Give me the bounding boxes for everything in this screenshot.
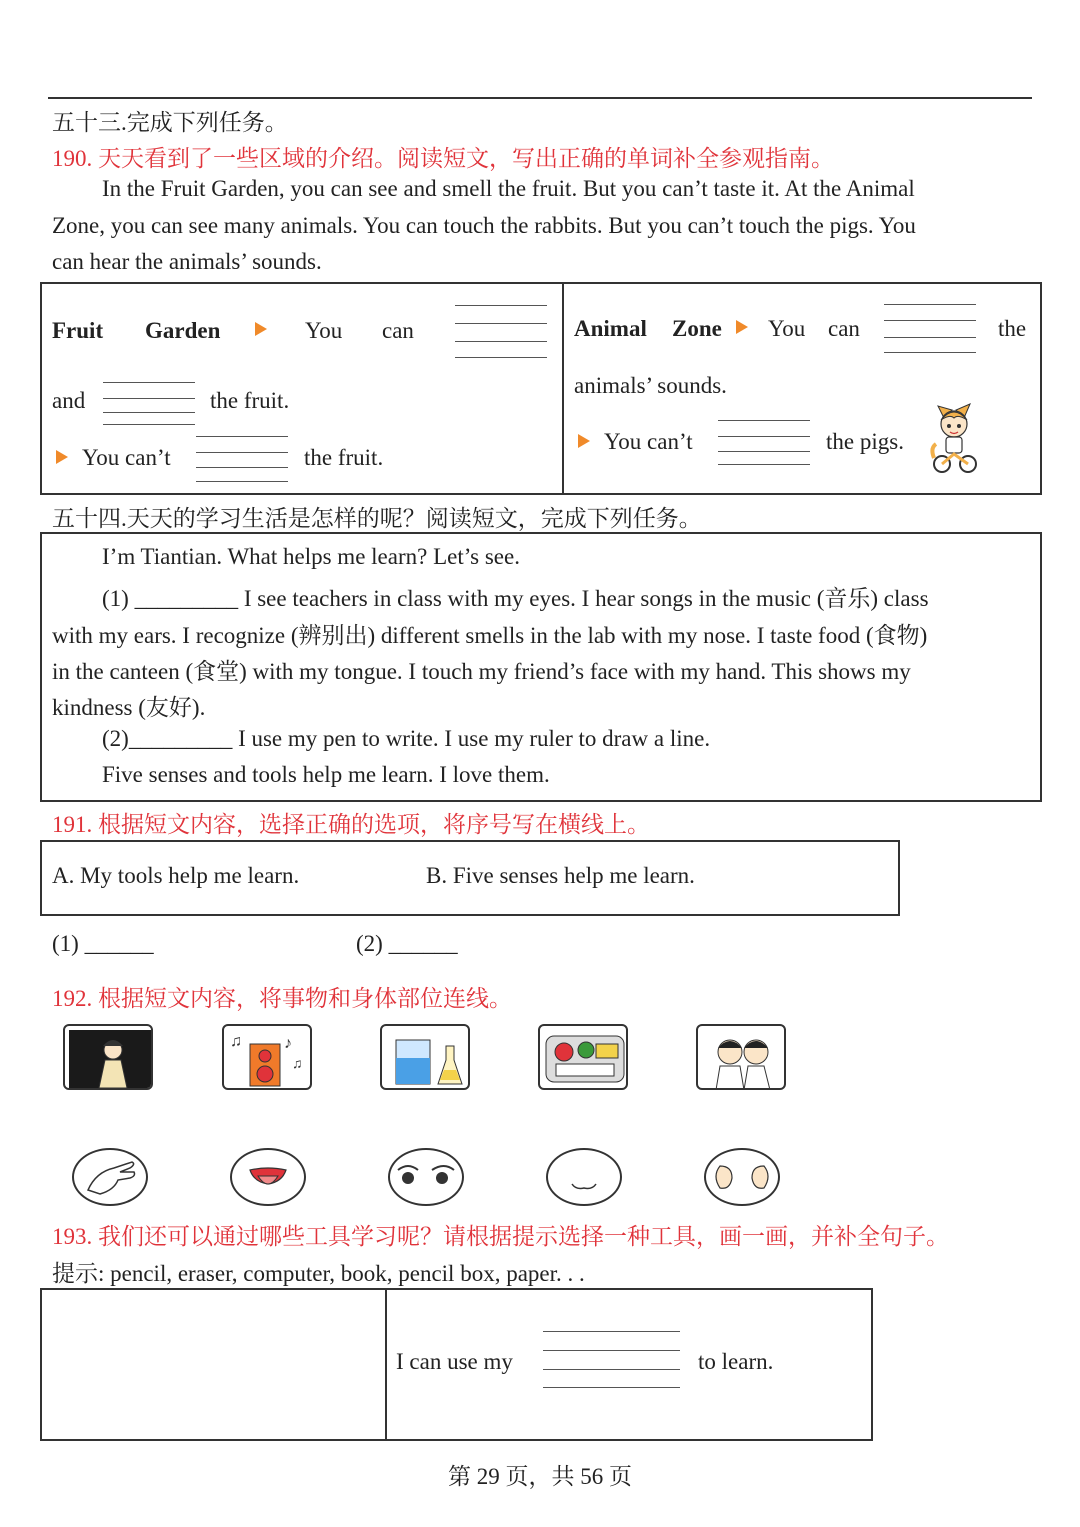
- passage-54-line-4: in the canteen (食堂) with my tongue. I touch my friend’s face with my hand. This shows my: [52, 659, 911, 684]
- hand-picture[interactable]: [72, 1148, 148, 1206]
- az-you-cant: You can’t: [604, 429, 693, 454]
- passage-54-line-6: (2)_________ I use my pen to write. I use my ruler to draw a line.: [102, 726, 711, 751]
- question-193-title: 193. 我们还可以通过哪些工具学习呢？请根据提示选择一种工具，画一画，并补全句子。: [52, 1224, 949, 1249]
- arrow-icon: [578, 434, 590, 448]
- sentence-start: I can use my: [396, 1349, 513, 1374]
- az-you: You: [768, 316, 806, 341]
- option-a: A. My tools help me learn.: [52, 863, 300, 888]
- az-sounds: animals’ sounds.: [574, 373, 727, 398]
- az-the: the: [998, 316, 1027, 341]
- guide-box-divider: [562, 282, 564, 495]
- fg-you: You: [305, 318, 343, 343]
- az-the-pigs: the pigs.: [826, 429, 904, 454]
- page-footer: 第 29 页，共 56 页: [448, 1464, 632, 1489]
- fg-you-cant: You can’t: [82, 445, 171, 470]
- eyes-picture[interactable]: [388, 1148, 464, 1206]
- passage-54-line-1: I’m Tiantian. What helps me learn? Let’s see.: [102, 544, 520, 569]
- passage-190-line-3: can hear the animals’ sounds.: [52, 249, 322, 274]
- question-190-title: 190. 天天看到了一些区域的介绍。阅读短文，写出正确的单词补全参观指南。: [52, 146, 834, 171]
- passage-190-line-1: In the Fruit Garden, you can see and smell the fruit. But you can’t taste it. At the Animal: [102, 176, 915, 201]
- svg-text:♫: ♫: [230, 1033, 242, 1050]
- passage-54-line-3: with my ears. I recognize (辨别出) different smells in the lab with my nose. I taste food (食物): [52, 623, 928, 648]
- ears-picture[interactable]: [704, 1148, 780, 1206]
- nose-picture[interactable]: [546, 1148, 622, 1206]
- question-192-title: 192. 根据短文内容，将事物和身体部位连线。: [52, 986, 512, 1011]
- hint-text: 提示: pencil, eraser, computer, book, pencil box, paper. . .: [52, 1261, 585, 1286]
- passage-54-line-5: kindness (友好).: [52, 695, 206, 720]
- answer-blank-2[interactable]: (2) ______: [356, 931, 458, 956]
- arrow-icon: [56, 450, 68, 464]
- fg-the-fruit-1: the fruit.: [210, 388, 290, 413]
- fruit-garden-title-2: Garden: [145, 318, 221, 343]
- fg-can: can: [382, 318, 414, 343]
- music-picture[interactable]: [222, 1024, 312, 1090]
- animal-zone-title-2: Zone: [672, 316, 722, 341]
- fruit-garden-title-1: Fruit: [52, 318, 104, 343]
- lab-picture[interactable]: [380, 1024, 470, 1090]
- cartoon-girl-bike-icon: [928, 398, 980, 476]
- fg-and: and: [52, 388, 86, 413]
- sentence-end: to learn.: [698, 1349, 774, 1374]
- draw-area[interactable]: [42, 1290, 385, 1439]
- fg-the-fruit-2: the fruit.: [304, 445, 384, 470]
- top-rule: [48, 97, 1032, 99]
- teacher-blackboard-picture[interactable]: [63, 1024, 153, 1090]
- guide-box: [40, 282, 1042, 495]
- section-54-title: 五十四.天天的学习生活是怎样的呢？阅读短文，完成下列任务。: [52, 506, 702, 531]
- tongue-picture[interactable]: [230, 1148, 306, 1206]
- svg-text:♪: ♪: [284, 1035, 292, 1052]
- arrow-icon: [736, 320, 748, 334]
- animal-zone-title-1: Animal: [574, 316, 647, 341]
- passage-54-line-7: Five senses and tools help me learn. I love them.: [102, 762, 550, 787]
- answer-blank-1[interactable]: (1) ______: [52, 931, 154, 956]
- friends-picture[interactable]: [696, 1024, 786, 1090]
- section-53-title: 五十三.完成下列任务。: [52, 110, 288, 135]
- food-tray-picture[interactable]: [538, 1024, 628, 1090]
- az-can: can: [828, 316, 860, 341]
- draw-box-divider: [385, 1288, 387, 1441]
- arrow-icon: [255, 322, 267, 336]
- svg-text:♫: ♫: [292, 1057, 303, 1072]
- passage-190-line-2: Zone, you can see many animals. You can touch the rabbits. But you can’t touch the pigs. You: [52, 213, 916, 238]
- passage-54-line-2: (1) _________ I see teachers in class with my eyes. I hear songs in the music (音乐) class: [102, 586, 929, 611]
- option-b: B. Five senses help me learn.: [426, 863, 695, 888]
- question-191-title: 191. 根据短文内容，选择正确的选项，将序号写在横线上。: [52, 812, 650, 837]
